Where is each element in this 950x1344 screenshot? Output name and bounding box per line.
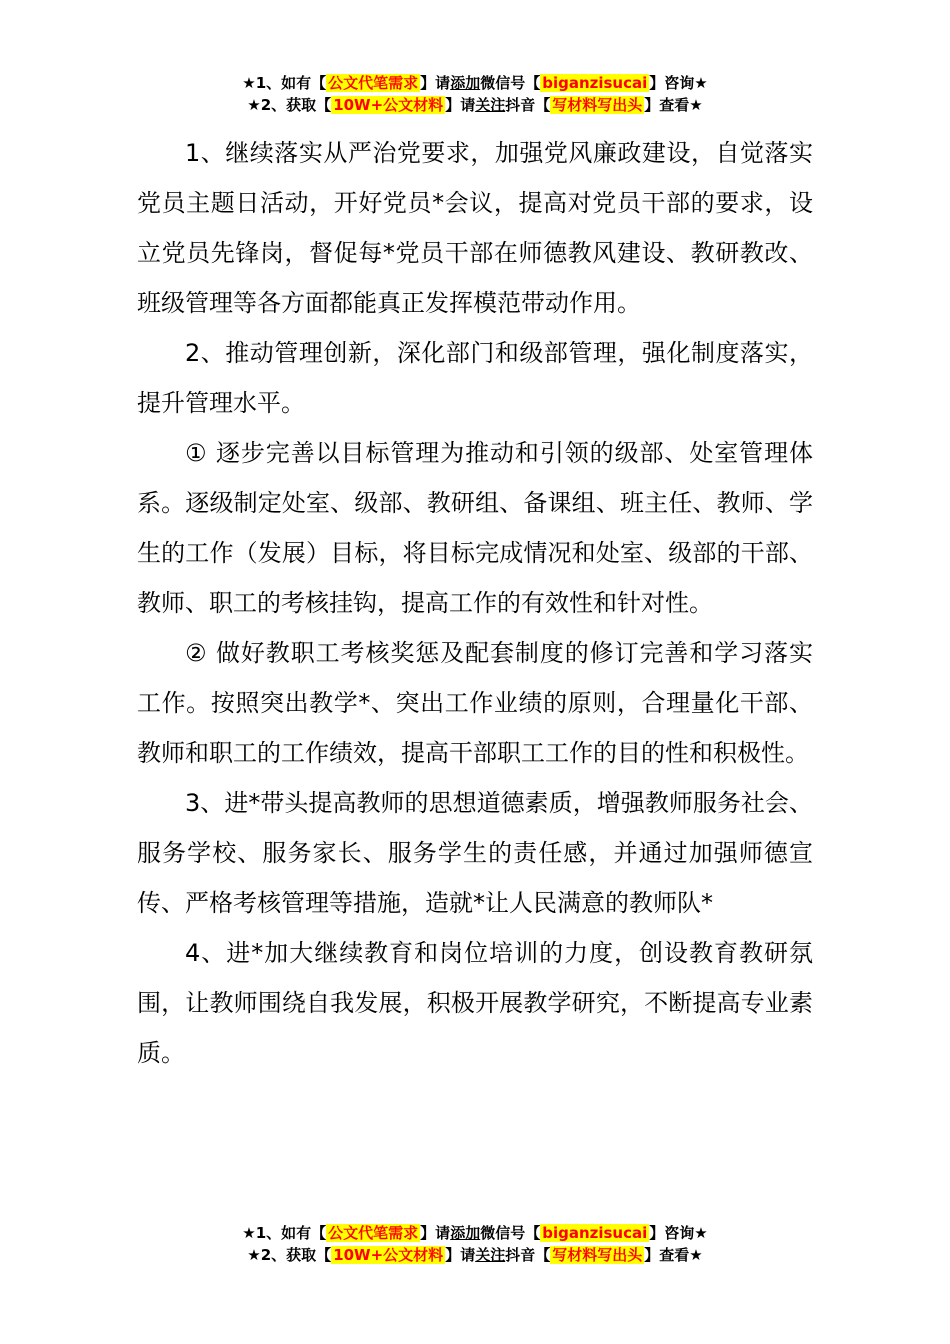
banner-text: 】请 <box>445 96 476 114</box>
banner-text: 】请 <box>420 74 451 92</box>
paragraph-3: ① 逐步完善以目标管理为推动和引领的级部、处室管理体系。逐级制定处室、级部、教研组、备课组、班主任、教师、学生的工作（发展）目标，将目标完成情况和处室、级部的干部、教师、职工的考核挂钩，提高工作的有效性和针对性。 <box>137 439 813 617</box>
banner-underlined: 添加 <box>450 74 481 92</box>
banner-text: 】查看★ <box>644 1246 703 1264</box>
banner-underlined: 关注 <box>475 96 506 114</box>
paragraph-4: ② 做好教职工考核奖惩及配套制度的修订完善和学习落实工作。按照突出教学*、突出工作业绩的原则，合理量化干部、教师和职工的工作绩效，提高干部职工工作的目的性和积极性。 <box>137 639 813 767</box>
banner-text: 】咨询★ <box>649 1224 708 1242</box>
banner-highlight: 公文代笔需求 <box>328 74 419 92</box>
banner-line-2 <box>0 94 950 116</box>
banner-text: 】咨询★ <box>649 74 708 92</box>
banner-underlined: 添加 <box>450 1224 481 1242</box>
document-body <box>137 128 813 1078</box>
banner-text: 抖音【 <box>505 96 551 114</box>
banner-text: 】查看★ <box>644 96 703 114</box>
banner-underlined: 关注 <box>475 1246 506 1264</box>
banner-line-2 <box>0 1244 950 1266</box>
banner-text: 微信号【 <box>480 74 541 92</box>
banner-line-1 <box>0 1222 950 1244</box>
banner-highlight: 写材料写出头 <box>552 1246 643 1264</box>
banner-text: 】请 <box>445 1246 476 1264</box>
banner-text: ★1、如有【 <box>242 1224 327 1242</box>
banner-text: ★2、获取【 <box>247 96 332 114</box>
footer-banner <box>0 1222 950 1266</box>
banner-highlight: 10W+公文材料 <box>333 1246 444 1264</box>
banner-text: ★2、获取【 <box>247 1246 332 1264</box>
banner-text: 微信号【 <box>480 1224 541 1242</box>
banner-highlight: biganzisucai <box>542 1224 648 1242</box>
paragraph-1: 1、继续落实从严治党要求，加强党风廉政建设，自觉落实党员主题日活动，开好党员*会议，提高对党员干部的要求，设立党员先锋岗，督促每*党员干部在师德教风建设、教研教改、班级管理等各方面都能真正发挥模范带动作用。 <box>137 139 813 317</box>
banner-text: 抖音【 <box>505 1246 551 1264</box>
banner-highlight: 公文代笔需求 <box>328 1224 419 1242</box>
banner-highlight: 10W+公文材料 <box>333 96 444 114</box>
banner-line-1 <box>0 72 950 94</box>
paragraph-6: 4、进*加大继续教育和岗位培训的力度，创设教育教研氛围，让教师围绕自我发展，积极开展教学研究，不断提高专业素质。 <box>137 939 813 1067</box>
banner-text: ★1、如有【 <box>242 74 327 92</box>
banner-highlight: 写材料写出头 <box>552 96 643 114</box>
paragraph-5: 3、进*带头提高教师的思想道德素质，增强教师服务社会、服务学校、服务家长、服务学生的责任感，并通过加强师德宣传、严格考核管理等措施，造就*让人民满意的教师队* <box>137 789 813 917</box>
banner-highlight: biganzisucai <box>542 74 648 92</box>
banner-text: 】请 <box>420 1224 451 1242</box>
header-banner <box>0 72 950 116</box>
paragraph-2: 2、推动管理创新，深化部门和级部管理，强化制度落实，提升管理水平。 <box>137 339 813 417</box>
